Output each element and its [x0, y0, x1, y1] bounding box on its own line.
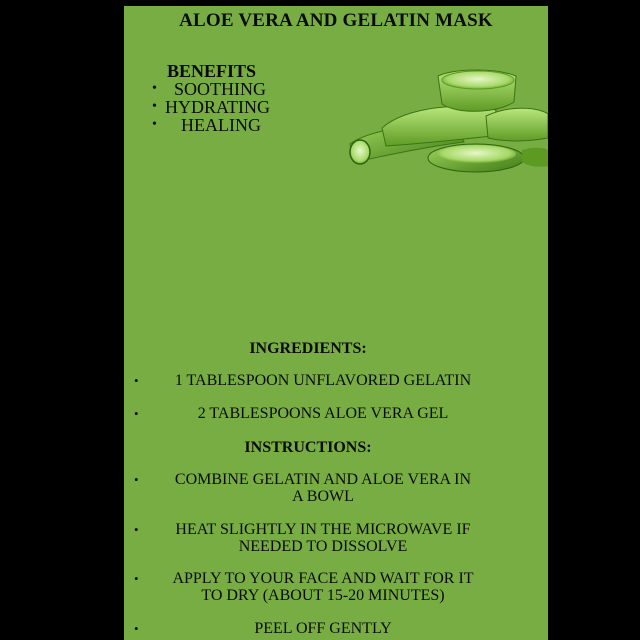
- aloe-vera-icon: [346, 66, 548, 176]
- recipe-poster: [124, 6, 548, 640]
- bullet-icon: •: [152, 81, 157, 96]
- bullet-icon: •: [134, 406, 139, 421]
- ingredient-text: 2 TABLESPOONS ALOE VERA GEL: [197, 405, 449, 422]
- ingredient-text: 1 TABLESPOON UNFLAVORED GELATIN: [174, 372, 472, 389]
- benefit-label: HYDRATING: [165, 97, 270, 117]
- bullet-icon: •: [134, 621, 139, 636]
- instruction-item: [134, 570, 494, 604]
- instruction-text: HEAT SLIGHTLY IN THE MICROWAVE IF NEEDED TO DISSOLVE: [175, 521, 471, 555]
- instruction-item: [134, 620, 494, 637]
- benefits-list: [152, 80, 332, 134]
- benefits-heading: BENEFITS: [167, 61, 257, 81]
- benefit-item: [152, 98, 332, 116]
- bullet-icon: •: [134, 571, 139, 586]
- ingredients-heading: INGREDIENTS:: [249, 340, 367, 357]
- bullet-icon: •: [134, 522, 139, 537]
- instruction-item: [134, 521, 494, 555]
- instruction-text: COMBINE GELATIN AND ALOE VERA IN A BOWL: [174, 471, 472, 505]
- benefit-item: [152, 80, 332, 98]
- instructions-heading: INSTRUCTIONS:: [244, 439, 372, 456]
- benefit-label: SOOTHING: [174, 79, 266, 99]
- ingredient-item: [134, 405, 494, 422]
- instruction-text: APPLY TO YOUR FACE AND WAIT FOR IT TO DRY (ABOUT 15-20 MINUTES): [172, 570, 474, 604]
- instruction-text: PEEL OFF GENTLY: [254, 620, 392, 637]
- instruction-item: [134, 471, 494, 505]
- benefits-section: [152, 62, 332, 134]
- benefit-item: [152, 116, 332, 134]
- bullet-icon: •: [134, 373, 139, 388]
- bullet-icon: •: [152, 117, 157, 132]
- page-title: ALOE VERA AND GELATIN MASK: [179, 10, 493, 31]
- bullet-icon: •: [134, 472, 139, 487]
- benefit-label: HEALING: [181, 115, 261, 135]
- ingredient-item: [134, 372, 494, 389]
- bullet-icon: •: [152, 99, 157, 114]
